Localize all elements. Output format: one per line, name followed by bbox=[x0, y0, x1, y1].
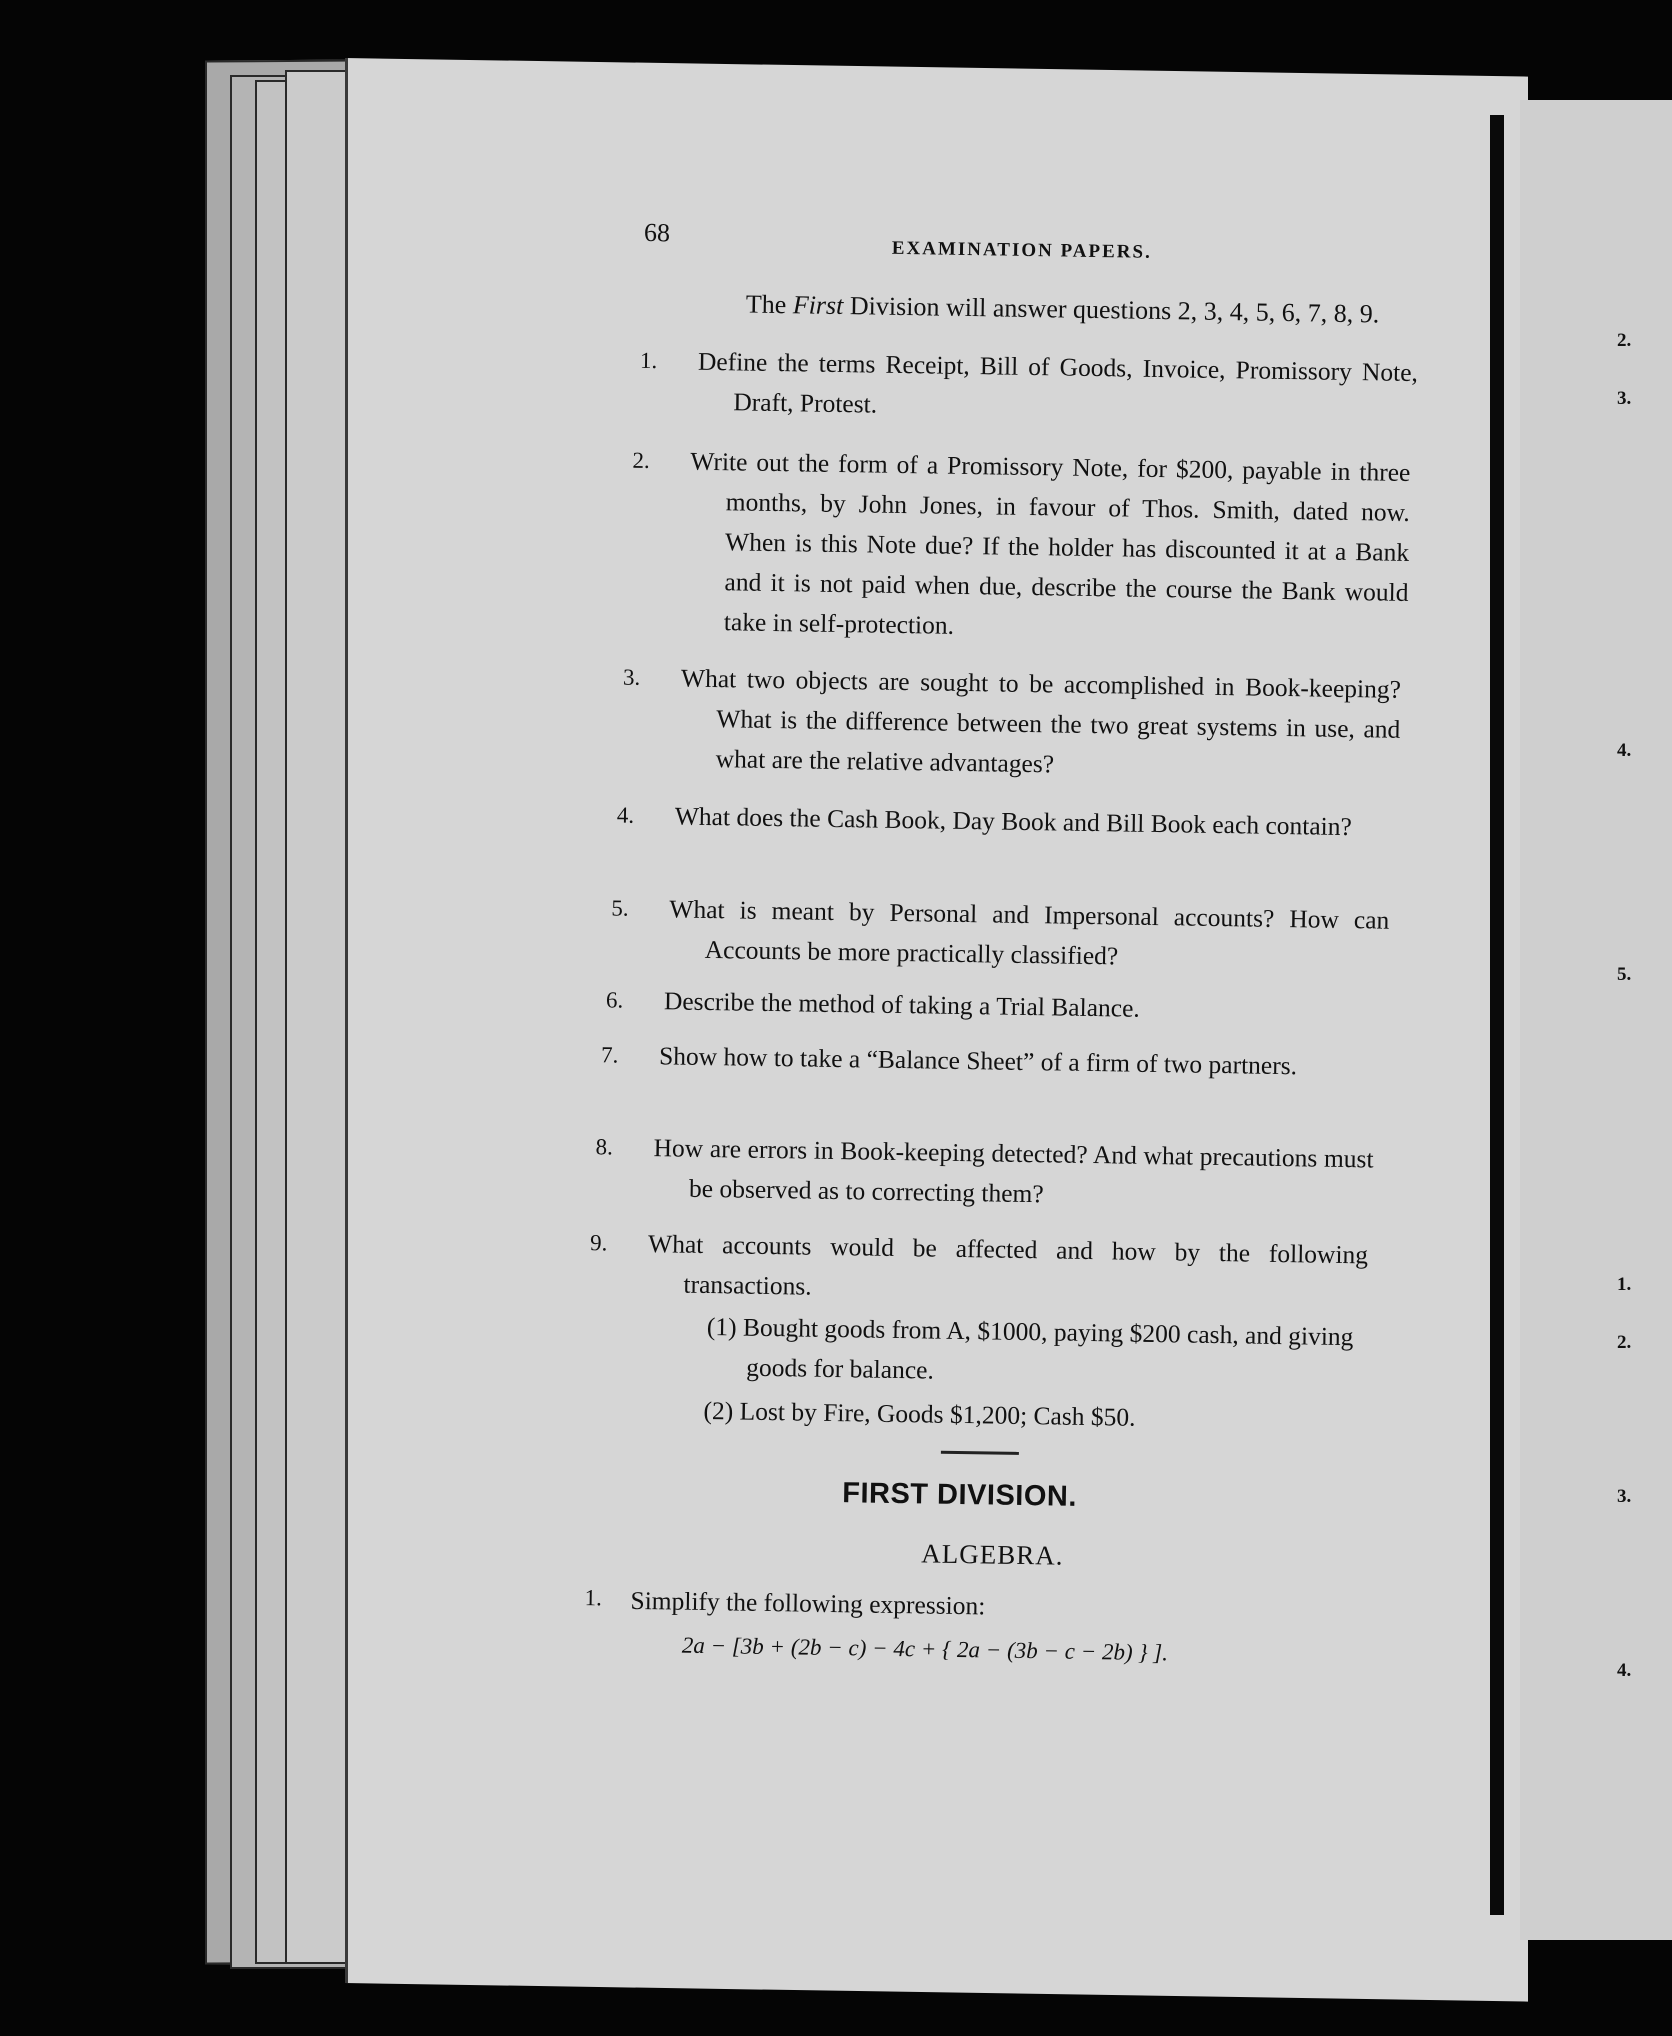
question-text: What two objects are sought to be accomplished in Book-keeping? What is the difference between the two great systems in use, and what are the relative advantages? bbox=[680, 663, 1402, 779]
question-text: Write out the form of a Promissory Note, for $200, payable in three months, by John Jones, in favour of Thos. Smith, dated now. When is this Note due? If the holder has discounted it at a Bank and it is not paid when due, describe the course the Bank would take in self-protection. bbox=[690, 446, 1411, 640]
algebra-expression: 2a − [3b + (2b − c) − 4c + { 2a − (3b − c − 2b) } ]. bbox=[681, 1632, 1169, 1666]
question-number: 4. bbox=[616, 802, 635, 828]
division-heading: FIRST DIVISION. bbox=[841, 1477, 1078, 1513]
instructions: The First Division will answer questions 2, 3, 4, 5, 6, 7, 8, 9. bbox=[745, 289, 1380, 329]
question-7 bbox=[600, 1036, 1380, 1087]
facing-page-number: 2. bbox=[1617, 330, 1632, 351]
question-6 bbox=[605, 981, 1385, 1032]
facing-page-number: 1. bbox=[1617, 1274, 1632, 1295]
question-text: Describe the method of taking a Trial Balance. bbox=[663, 986, 1141, 1023]
page-number: 68 bbox=[643, 217, 671, 248]
subject-heading: ALGEBRA. bbox=[921, 1538, 1064, 1571]
question-number: 5. bbox=[611, 895, 629, 921]
question-5 bbox=[611, 889, 1390, 980]
facing-page-number: 4. bbox=[1617, 740, 1632, 761]
question-number: 3. bbox=[622, 664, 641, 690]
transaction-1: (1) Bought goods from A, $1000, paying $200 cash, and giving goods for balance. bbox=[706, 1312, 1354, 1385]
algebra-question-1 bbox=[584, 1585, 986, 1622]
facing-page-number: 5. bbox=[1617, 964, 1632, 985]
emphasis-first: First bbox=[792, 290, 844, 321]
question-9 bbox=[589, 1224, 1369, 1315]
question-4 bbox=[616, 796, 1396, 847]
question-number: 8. bbox=[595, 1134, 614, 1160]
question-number: 2. bbox=[632, 447, 650, 474]
question-text: What is meant by Personal and Impersonal accounts? How can Accounts be more practically classified? bbox=[669, 894, 1390, 971]
question-text: Simplify the following expression: bbox=[630, 1585, 986, 1621]
facing-page-number: 4. bbox=[1617, 1660, 1632, 1681]
question-number: 6. bbox=[605, 987, 624, 1013]
question-number: 9. bbox=[589, 1230, 608, 1256]
running-head: EXAMINATION PAPERS. bbox=[891, 237, 1152, 263]
question-1 bbox=[639, 342, 1419, 433]
question-8 bbox=[595, 1128, 1374, 1219]
question-2 bbox=[632, 442, 1411, 653]
facing-page-number: 3. bbox=[1617, 1486, 1632, 1507]
question-text: How are errors in Book-keeping detected? And what precautions must be observed as to correcting them? bbox=[653, 1133, 1374, 1209]
question-text: Define the terms Receipt, Bill of Goods, Invoice, Promissory Note, Draft, Protest. bbox=[697, 346, 1419, 419]
facing-page-number: 3. bbox=[1617, 388, 1632, 409]
question-text: Show how to take a “Balance Sheet” of a firm of two partners. bbox=[658, 1041, 1298, 1081]
question-number: 7. bbox=[600, 1042, 619, 1068]
question-number: 1. bbox=[639, 347, 658, 374]
section-divider bbox=[941, 1451, 1019, 1455]
question-3 bbox=[622, 659, 1402, 790]
question-text: What does the Cash Book, Day Book and Bill Book each contain? bbox=[674, 801, 1353, 842]
transaction-2: (2) Lost by Fire, Goods $1,200; Cash $50. bbox=[703, 1395, 1136, 1432]
facing-page-number: 2. bbox=[1617, 1332, 1632, 1353]
question-number: 1. bbox=[584, 1585, 603, 1611]
question-text: What accounts would be affected and how by the following transactions. bbox=[647, 1229, 1369, 1301]
